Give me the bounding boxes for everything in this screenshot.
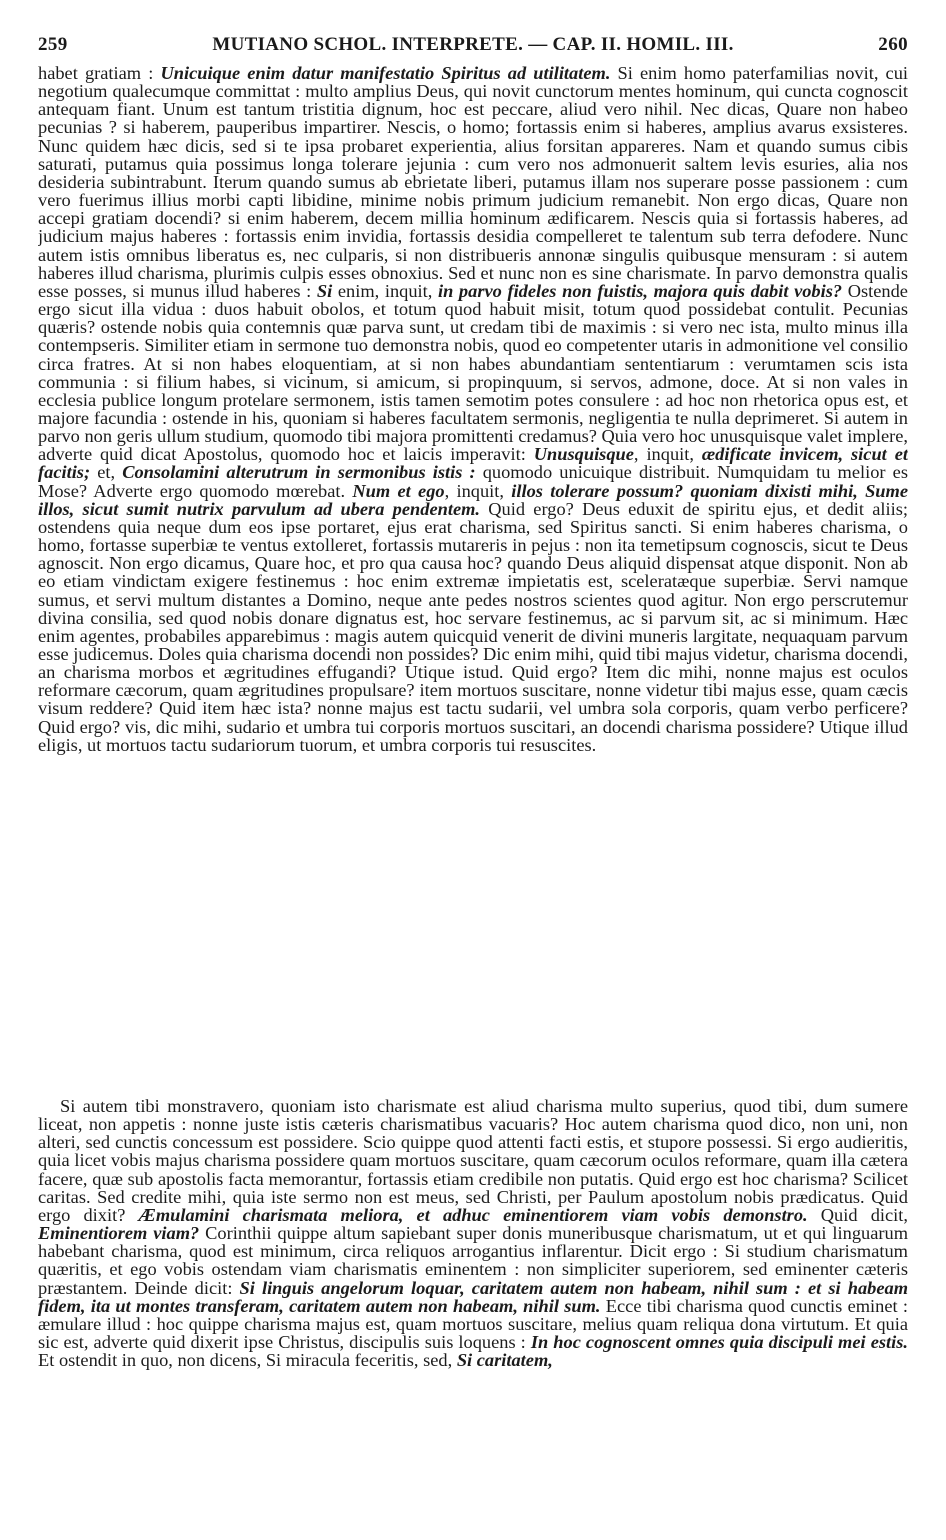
text-run: enim, inquit, bbox=[332, 280, 438, 301]
page-number-right: 260 bbox=[878, 34, 908, 55]
italic-run: Unicuique enim datur manifestatio Spiritus ad utilitatem. bbox=[160, 64, 611, 83]
italic-run: Si linguis angelorum loquar, caritatem autem non habeam, nihil sum : et si habeam fidem, ita ut montes transferam, caritatem autem non habeam, nihil sum. bbox=[38, 1277, 908, 1316]
italic-run: Æmulamini charismata meliora, et adhuc eminentiorem viam vobis demonstro. bbox=[138, 1204, 808, 1225]
text-run: Ostende ergo sicut illa vidua : duos habuit obolos, et totum quod habuit misit, totum quod possidebat contulit. Pecunias quæris? ostende nobis quia contemnis quæ parva sunt, ut credam tibi de maximis : si vero nec ista, multo minus illa contempseris. Similiter etiam in sermone tuo demonstra nobis, quod eo competenter utaris in admonitione vel consilio circa fratres. At si non habes eloquentiam, at si non habes abundantiam sententiarum : verumtamen scis ista communia : si filium habes, si vicinum, si amicum, si propinquum, si servos, admone, doce. At si non vales in ecclesia publice longum protelare sermonem, istis tamen semotim potes consulere : ad hoc non rhetorica opus est, et majore facundia : ostende in his, quoniam si haberes facultatem sermonis, negligentia te nulla deprimeret. Si autem in parvo non geris ullum studium, quomodo tibi majora promittenti credamus? Quia vero hoc unusquisque valet implere, adverte quid dicat Apostolus, quomodo hoc et laicis imperavit: bbox=[38, 280, 908, 465]
italic-run: Consolamini alterutrum in sermonibus istis : bbox=[122, 462, 476, 483]
text-run: quomodo unicuique distribuit. Numquidam tu melior es Mose? Adverte ergo quomodo mœrebat. bbox=[38, 462, 908, 501]
text-run: Corinthii quippe altum sapiebant super donis muneribusque charismatum, ut et qui linguarum habebant charisma, quod est minimum, circa reliquos arrogantius inflarentur. Dicit ergo : Si studium charismatum quæritis, et ego vobis ostendam viam charismatis eminentem : non simpliciter superiorem, sed eminenter cæteris præstantem. Deinde dicit: bbox=[38, 1223, 908, 1298]
running-title: MUTIANO SCHOL. INTERPRETE. — CAP. II. HOMIL. III. bbox=[212, 34, 734, 55]
body-paragraph-2 bbox=[38, 1097, 908, 1527]
text-run: Si autem tibi monstravero, quoniam isto charismate est aliud charisma multo superius, quod tibi, dum sumere liceat, non appetis : nonne juste istis cæteris charismatibus vacuaris? Hoc autem charisma quod dico, non uni, non alteri, sed cunctis concessum est possidere. Scio quippe quod attenti facti estis, et stupore possessi. Si ergo audieritis, quia licet vobis majus charisma possidere quam mortuos suscitare, quam cæcorum oculos reformare, quam illa cætera facere, quæ sub apostolis facta memorantur, fortassis etiam credibile non putatis. Quid ergo est hoc charisma? Scilicet caritas. Sed credite mihi, quia iste sermo non est meus, sed Christi, per Paulum apostolum nobis prædicatus. Quid ergo dixit? bbox=[38, 1097, 908, 1225]
text-run: et, bbox=[90, 462, 123, 483]
text-run: Ecce tibi charisma quod cunctis eminet : æmulare illud : hoc quippe charisma majus est, quam mortuos suscitare, melius quam reliqua dona virtutum. Et quia sic est, adverte quid dixerit ipse Christus, discipulis suis loquens : bbox=[38, 1295, 908, 1353]
text-run: , inquit, bbox=[444, 480, 512, 501]
italic-run: Si bbox=[316, 280, 333, 301]
text-run: Quid ergo? Deus eduxit de spiritu ejus, et dedit aliis; ostendens quia neque dum eos ipse portaret, ejus erat charisma, sed Spiritus sancti. Si enim haberes charisma, o homo, fortasse superbiæ te ventus extolleret, fortassis mutareris in pejus : non ita temetipsum cognoscis, sicut te Deus agnoscit. Non ergo dicamus, Quare hoc, et pro qua causa hoc? quando Deus aliquid dispensat atque disponit. Non ab eo etiam vindictam exigere festinemus : hoc enim extremæ impietatis est, sceleratæque superbiæ. Servi namque sumus, et servi multum distantes a Domino, neque ante pedes nostros scientes quod agitur. Non ergo perscrutemur divina consilia, sed quod nobis donare dignatus est, hoc servare festinemus, ac si parvum sit, ac si minimum. Hæc enim agentes, probabiles apparebimus : magis autem quicquid venerit de divini muneris largitate, nequaquam parvum esse judicemus. Doles quia charisma docendi non possides? Dic enim mihi, quid tibi majus videtur, charisma docendi, an charisma morbos et ægritudines effugandi? Utique istud. Quid ergo? Item dic mihi, nonne majus est oculos reformare cæcorum, quam ægritudines propulsare? item mortuos suscitare, nonne videtur tibi majus esse, quam cæcis visum reddere? Quid item hæc ista? nonne majus est tactu sudarii, vel umbra sola corporis, quam verbo perficere? Quid ergo? vis, dic mihi, sudario et umbra tui corporis mortuos suscitari, an docendi charisma possidere? Utique illud eligis, ut mortuos tactu sudariorum tuorum, et umbra corporis tui resuscites. bbox=[38, 498, 908, 755]
paragraph-text bbox=[38, 64, 908, 754]
text-run: Quid dicit, bbox=[807, 1204, 908, 1225]
page-number-left: 259 bbox=[38, 34, 68, 55]
italic-run: Num et ego bbox=[352, 480, 445, 501]
text-run: Si enim homo paterfamilias novit, cui negotium qualecumque committat : multo amplius Deus, qui novit cunctorum mentes hominum, qui cuncta cognoscit antequam fiant. Unum est tantum tristitia dignum, hoc est peccare, aliud vero nihil. Nec dicas, Quare non habeo pecunias ? si haberem, pauperibus impartirer. Nescis, o homo; fortassis enim si haberes, amplius avarus exsisteres. Nunc quidem hæc dicis, sed si te ipsa probaret experientia, alius forsitan appareres. Nam et quando sumus cibis saturati, putamus quia possimus longa tolerare jejunia : cum vero nos admonuerit saltem levis esuries, alia nos desideria subintrabunt. Iterum quando sumus ab ebrietate liberi, putamus illam nos superare posse passionem : cum vero fuerimus illius morbi capti libidine, minime nobis primum judicium remanebit. Non ergo dicas, Quare non accepi gratiam docendi? si enim haberem, decem millia hominum ædificarem. Nescis quia si fortassis haberes, ad judicium majus haberes : fortassis enim invidia, fortassis desidia compelleret te talentum sub terra defodere. Nunc autem istis omnibus liberatus es, nec culparis, si non distribueris annonæ singulis quibusque mensuram : si autem haberes illud charisma, plurimis culpis esses obnoxius. Sed et nunc non es sine charismate. In parvo demonstra qualis esse posses, si munus illud haberes : bbox=[38, 64, 908, 301]
italic-run: in parvo fideles non fuistis, majora quis dabit vobis? bbox=[437, 280, 843, 301]
italic-run: illos tolerare possum? quoniam dixisti mihi, Sume illos, sicut sumit nutrix parvulum ad ubera pendentem. bbox=[38, 480, 908, 519]
italic-run: Si caritatem, bbox=[456, 1350, 553, 1371]
italic-run: Eminentiorem viam? bbox=[38, 1223, 200, 1244]
text-run: , inquit, bbox=[633, 444, 702, 465]
running-head bbox=[38, 34, 908, 60]
text-run: Et ostendit in quo, non dicens, Si miracula feceritis, sed, bbox=[38, 1350, 457, 1371]
text-run: habet gratiam : bbox=[38, 64, 161, 83]
paragraph-text bbox=[38, 1097, 908, 1369]
italic-run: In hoc cognoscent omnes quia discipuli mei estis. bbox=[530, 1332, 908, 1353]
italic-run: ædificate invicem, sicut et facitis; bbox=[38, 444, 908, 483]
italic-run: Unusquisque bbox=[533, 444, 634, 465]
body-paragraph-1 bbox=[38, 64, 908, 1084]
